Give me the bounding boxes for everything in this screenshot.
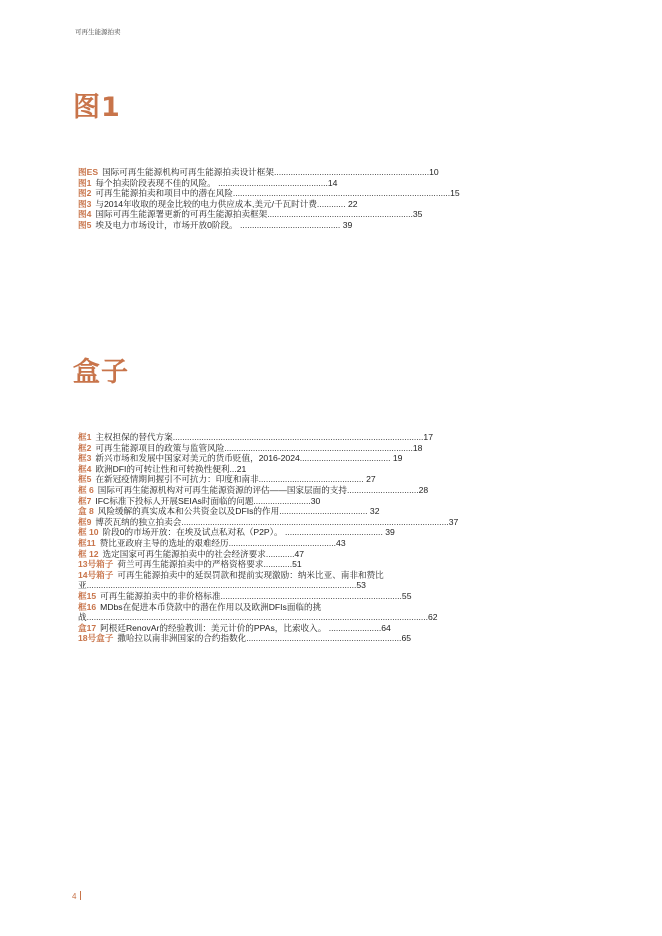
- box-entry[interactable]: [78, 527, 598, 538]
- running-header: 可再生能源拍卖: [75, 29, 121, 36]
- box-entry-label: 框 12: [78, 548, 99, 559]
- figure-entry[interactable]: [78, 209, 598, 220]
- box-entry-label: 框 6: [78, 484, 94, 495]
- figure-entry-label: 图4: [78, 209, 92, 220]
- figures-section-title: 图1: [73, 92, 121, 123]
- figure-entry-text: 国际可再生能源署更新的可再生能源拍卖框架.............................................................35: [95, 209, 423, 220]
- box-entry[interactable]: [78, 549, 598, 560]
- figure-entry-text: 与2014年收取的现金比较的电力供应成本,美元/千瓦时计费............ 22: [95, 198, 358, 209]
- box-entry-text: 可再生能源项目的政策与监管风险...............................................................................18: [95, 442, 423, 453]
- box-entry-text: 荷兰可再生能源拍卖中的严格资格要求............51: [117, 559, 302, 570]
- box-entry[interactable]: [78, 496, 598, 507]
- figure-entry-label: 图1: [78, 177, 92, 188]
- figure-entry[interactable]: [78, 188, 598, 199]
- box-entry[interactable]: [78, 443, 598, 454]
- box-entry[interactable]: [78, 623, 598, 634]
- box-entry-label: 框16: [78, 601, 97, 612]
- box-entry[interactable]: [78, 591, 598, 602]
- box-entry-label: 框7: [78, 495, 92, 506]
- box-entry-text: 欧洲DFI的可转让性和可转换性便利...21: [95, 463, 247, 474]
- page-number: 4: [72, 892, 77, 901]
- footer-divider: [80, 891, 81, 900]
- figure-entry-text: 每个拍卖阶段表现不佳的风险。 ..............................................14: [95, 177, 338, 188]
- box-entry-text: 撒哈拉以南非洲国家的合约指数化.................................................................65: [117, 633, 412, 644]
- box-entry[interactable]: [78, 570, 598, 591]
- box-entry-label: 盒17: [78, 622, 97, 633]
- figure-entry-text: 埃及电力市场设计，市场开放0阶段。 .......................................... 39: [95, 219, 353, 230]
- box-entry-text: 主权担保的替代方案.........................................................................................................17: [95, 432, 433, 442]
- box-entry-label: 框2: [78, 442, 92, 453]
- box-entry-text: 在新冠疫情期间握引不可抗力：印度和南非............................................ 27: [95, 474, 376, 485]
- figure-entry-text: 可再生能源拍卖和项目中的潜在风险...........................................................................................15: [95, 188, 460, 199]
- box-entry[interactable]: [78, 602, 598, 623]
- figure-entry-label: 图2: [78, 188, 92, 199]
- box-entry[interactable]: [78, 517, 598, 528]
- box-entry-text: 阶段0的市场开放：在埃及试点私对私（P2P）。 ......................................... 39: [102, 527, 395, 538]
- figure-entry-label: 图3: [78, 198, 92, 209]
- box-entry-label: 18号盒子: [78, 633, 114, 644]
- box-entry[interactable]: [78, 559, 598, 570]
- boxes-section-title: 盒子: [73, 357, 129, 388]
- box-entry-label: 框9: [78, 516, 92, 527]
- box-entry-label: 框11: [78, 537, 96, 548]
- box-entry[interactable]: [78, 538, 598, 549]
- figures-list: [78, 167, 598, 231]
- box-entry-label: 框15: [78, 590, 97, 601]
- box-entry-label: 框5: [78, 474, 92, 485]
- box-entry-text: 新兴市场和发展中国家对美元的货币贬值，2016-2024...................................... 19: [95, 453, 403, 464]
- box-entry-label: 盒 8: [78, 506, 94, 517]
- box-entry[interactable]: [78, 464, 598, 475]
- figure-entry-label: 图5: [78, 219, 92, 230]
- box-entry-label: 框1: [78, 432, 92, 442]
- box-entry-text: 赞比亚政府主导的选址的艰难经历.............................................43: [99, 537, 346, 548]
- box-entry[interactable]: [78, 474, 598, 485]
- box-entry-text: 可再生能源拍卖中的非价格标准............................................................................55: [100, 590, 412, 601]
- box-entry-text: 国际可再生能源机构对可再生能源资源的评估——国家层面的支持..............................28: [97, 484, 429, 495]
- figure-entry[interactable]: [78, 178, 598, 189]
- box-entry-text: 选定国家可再生能源拍卖中的社会经济要求............47: [102, 548, 305, 559]
- box-entry-label: 14号箱子: [78, 569, 114, 580]
- page-footer: [72, 891, 81, 901]
- box-entry[interactable]: [78, 633, 598, 644]
- box-entry-label: 框 10: [78, 527, 99, 538]
- box-entry[interactable]: [78, 506, 598, 517]
- box-entry-text: MDbs在促进本币贷款中的潜在作用以及欧洲DFIs面临的挑战...............................................................................................................................................62: [78, 601, 438, 623]
- figure-entry-text: 国际可再生能源机构可再生能源拍卖设计框架.................................................................10: [102, 167, 439, 177]
- figure-entry[interactable]: [78, 220, 598, 231]
- box-entry[interactable]: [78, 453, 598, 464]
- figure-entry-label: 图ES: [78, 167, 99, 177]
- box-entry-label: 框4: [78, 463, 92, 474]
- box-entry[interactable]: [78, 485, 598, 496]
- box-entry-text: 可再生能源拍卖中的延误罚款和提前实现激励：纳米比亚、南非和赞比亚.................................................................................................................53: [78, 569, 384, 591]
- box-entry-text: IFC标准下投标人开展SEIAs时面临的问题........................30: [95, 495, 321, 506]
- box-entry-text: 风险缓解的真实成本和公共资金以及DFIs的作用..................................... 32: [97, 506, 380, 517]
- box-entry[interactable]: [78, 432, 598, 443]
- box-entry-text: 博茨瓦纳的独立拍卖会................................................................................................................37: [95, 516, 459, 527]
- box-entry-text: 阿根廷RenovAr的经验教训：美元计价的PPAs，比索收入。 ......................64: [100, 622, 391, 633]
- boxes-list: [78, 432, 598, 644]
- box-entry-label: 13号箱子: [78, 559, 114, 570]
- figure-entry[interactable]: [78, 167, 598, 178]
- box-entry-label: 框3: [78, 453, 92, 464]
- figure-entry[interactable]: [78, 199, 598, 210]
